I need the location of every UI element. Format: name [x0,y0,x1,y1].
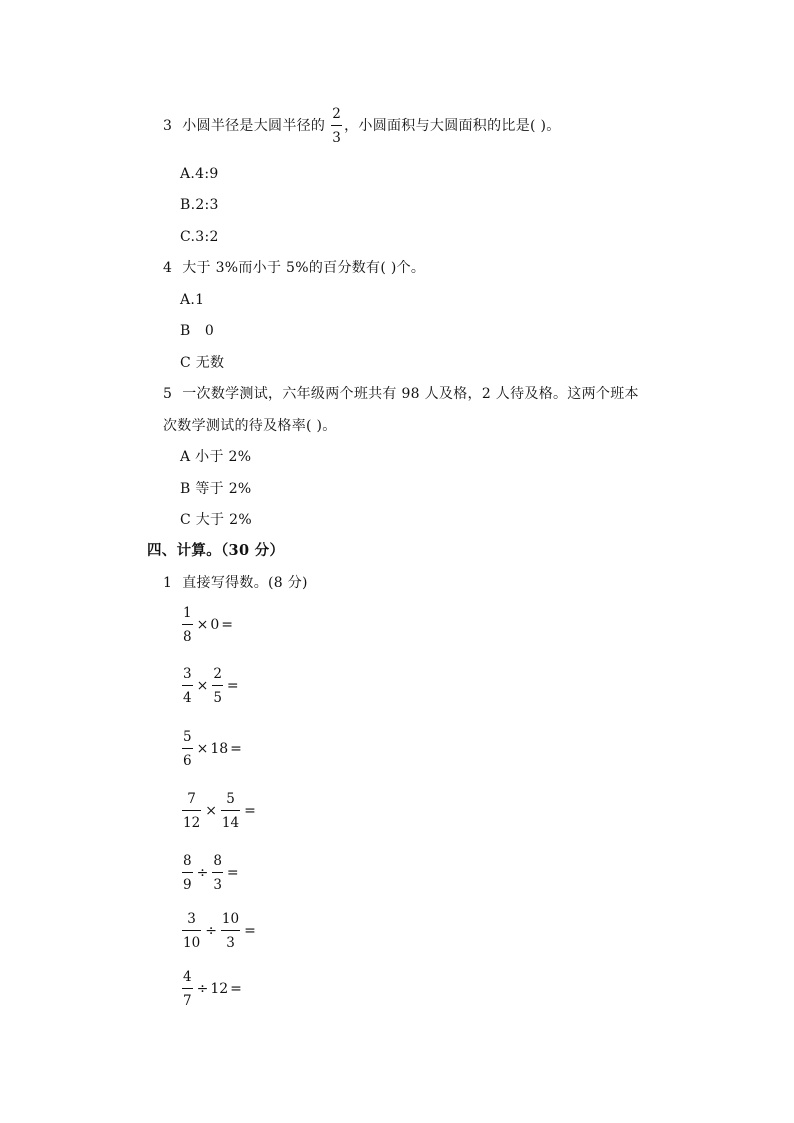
question-3 [163,104,561,148]
denominator: 3 [213,877,222,893]
numerator: 2 [213,666,222,682]
operator: ÷ [196,865,209,881]
fraction [182,605,193,645]
q5-option-b: B 等于 2% [180,481,252,497]
fraction [331,106,342,146]
operator: × [196,678,209,694]
question-text-after: ，小圆面积与大圆面积的比是( )。 [344,118,561,134]
operand: 18 [210,741,229,757]
equals-sign: = [244,923,256,939]
fraction [182,969,193,1009]
question-5 [163,384,639,404]
q5-option-a: A 小于 2% [180,449,252,465]
equals-sign: = [226,678,239,694]
fraction [182,911,201,951]
operator: ÷ [196,981,209,997]
q4-option-a: A.1 [180,292,205,308]
operator: × [205,803,217,819]
q4-option-b: B 0 [180,323,215,339]
denominator: 4 [183,690,192,706]
denominator: 9 [183,877,192,893]
question-5-line2: 次数学测试的待及格率( )。 [163,418,337,434]
equals-sign: = [244,803,256,819]
equals-sign: = [221,617,233,633]
denominator: 14 [221,815,240,831]
q3-option-c: C.3:2 [180,229,219,245]
calc-problem-1 [180,605,235,645]
calc-problem-2 [180,666,241,706]
equals-sign: = [226,865,239,881]
numerator: 8 [183,853,192,869]
subsection-1 [163,573,308,593]
operator: × [196,617,209,633]
denominator: 5 [213,690,222,706]
numerator: 1 [183,605,192,621]
question-number: 5 [163,386,173,402]
operand: 12 [210,981,229,997]
section-heading: 四、计算。（30 分） [147,542,285,559]
fraction [182,729,193,769]
q4-option-c: C 无数 [180,355,225,371]
fraction [212,666,223,706]
denominator: 12 [183,815,201,831]
fraction [212,853,223,893]
calc-problem-4 [180,791,258,831]
denominator: 8 [183,629,192,645]
subsection-text: 直接写得数。(8 分) [182,575,308,591]
question-number: 4 [163,260,173,276]
numerator: 5 [226,791,235,807]
calc-problem-6 [180,911,258,951]
question-text-before: 小圆半径是大圆半径的 [182,118,326,134]
q5-option-c: C 大于 2% [180,512,252,528]
denominator: 7 [183,993,192,1009]
denominator: 3 [226,935,235,951]
question-number: 3 [163,118,173,134]
fraction [221,791,240,831]
denominator: 3 [332,130,342,146]
numerator: 10 [221,911,240,927]
fraction [221,911,240,951]
numerator: 3 [183,666,192,682]
numerator: 4 [183,969,192,985]
q3-option-a: A.4:9 [180,166,219,182]
question-text: 大于 3%而小于 5%的百分数有( )个。 [182,260,426,276]
question-4 [163,258,425,278]
denominator: 10 [183,935,201,951]
subsection-number: 1 [163,575,173,591]
numerator: 5 [183,729,192,745]
question-text-line1: 一次数学测试，六年级两个班共有 98 人及格，2 人待及格。这两个班本 [182,386,639,402]
operator: × [196,741,209,757]
equals-sign: = [230,741,242,757]
operator: ÷ [205,923,217,939]
fraction [182,853,193,893]
fraction [182,666,193,706]
calc-problem-3 [180,729,244,769]
numerator: 2 [332,106,342,122]
numerator: 8 [213,853,222,869]
calc-problem-5 [180,853,241,893]
equals-sign: = [230,981,242,997]
numerator: 7 [187,791,196,807]
fraction [182,791,201,831]
calc-problem-7 [180,969,244,1009]
numerator: 3 [187,911,196,927]
q3-option-b: B.2:3 [180,197,219,213]
operand: 0 [210,617,220,633]
denominator: 6 [183,753,192,769]
